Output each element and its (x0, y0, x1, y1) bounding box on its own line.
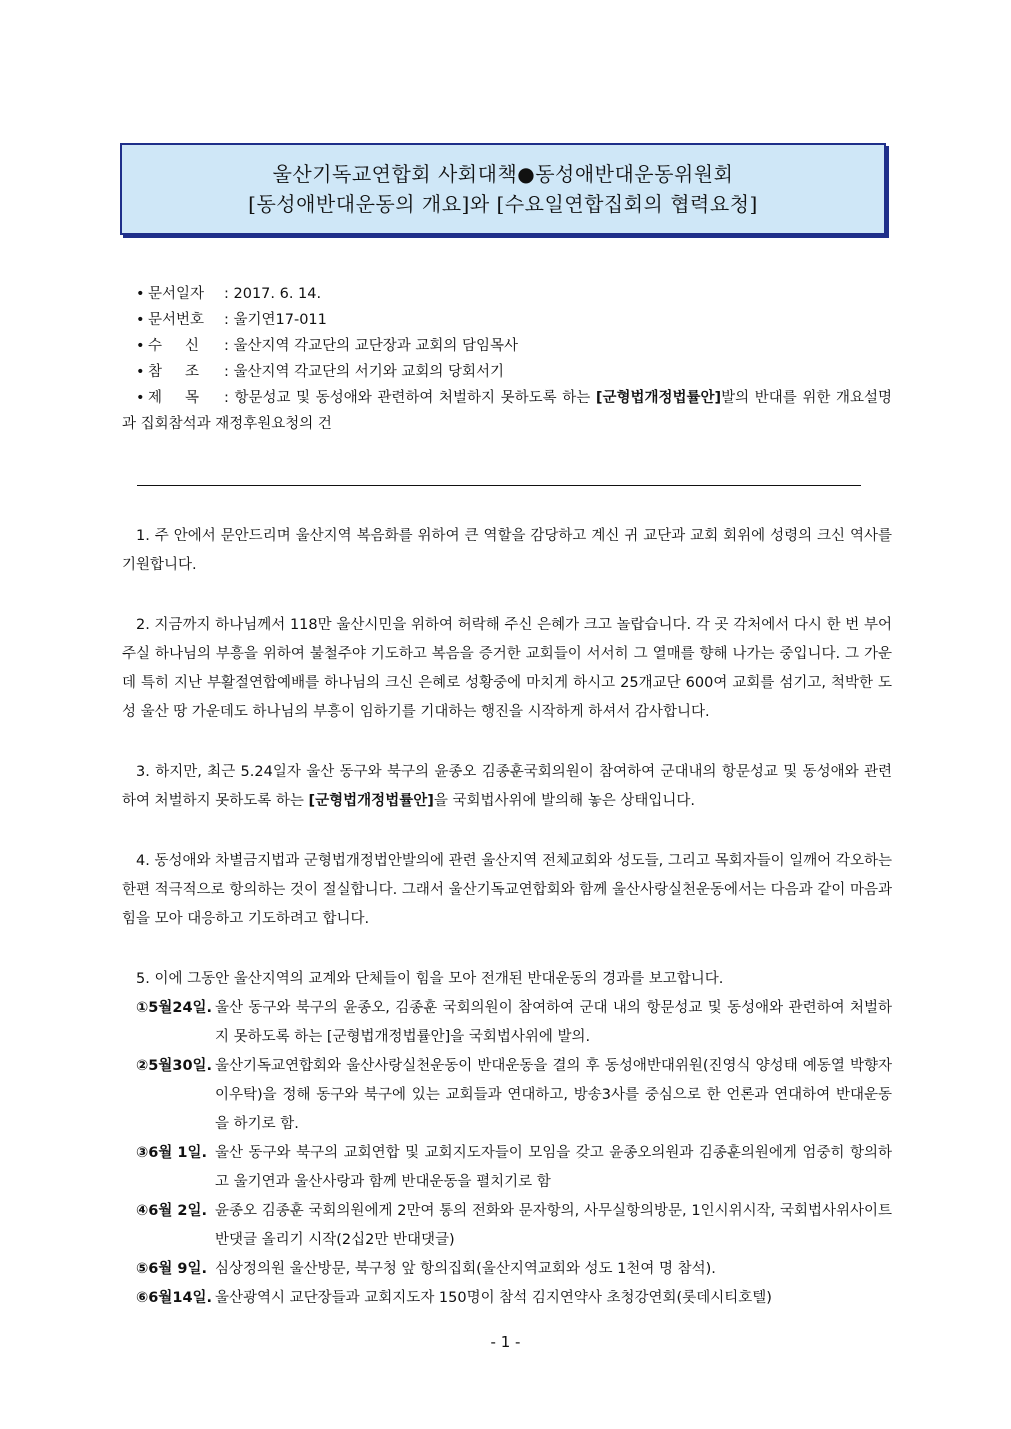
divider (137, 485, 861, 486)
meta-label: 참 조 (148, 364, 200, 380)
timeline-date: ⑤6월 9일. (136, 1261, 208, 1277)
timeline-item-4 (122, 1197, 892, 1255)
title-line-1: 울산기독교연합회 사회대책●동성애반대운동위원회 (272, 162, 734, 186)
bullet-icon: • (136, 390, 145, 406)
paragraph-number: 1. (136, 528, 150, 544)
paragraph-number: 4. (136, 853, 150, 869)
timeline-date: ②5월30일. (136, 1058, 213, 1074)
paragraph-text-rest: 을 국회법사위에 발의해 놓은 상태입니다. (433, 793, 696, 809)
document-body (122, 522, 892, 1313)
paragraph-3 (122, 758, 892, 816)
paragraph-text: 동성애와 차별금지법과 군형법개정법안발의에 관련 울산지역 전체교회와 성도들, 그리고 목회자들이 일깨어 각오하는 한편 적극적으로 항의하는 것이 절실합니다. 그래서 울산기독교연합회와 함께 울산사랑실천운동에서는 다음과 같이 마음과 힘을 모아 대응하고 기도하려고 합니다. (122, 853, 892, 927)
bullet-icon: • (136, 286, 145, 302)
paragraph-text: 주 안에서 문안드리며 울산지역 복음화를 위하여 큰 역할을 감당하고 계신 귀 교단과 교회 회위에 성령의 크신 역사를 기원합니다. (122, 528, 892, 573)
timeline-item-2 (122, 1052, 892, 1139)
meta-item-number (122, 307, 892, 333)
paragraph-5-head (122, 965, 892, 994)
meta-item-subject (122, 385, 892, 437)
meta-value: : 2017. 6. 14. (224, 286, 322, 302)
bullet-icon: • (136, 338, 145, 354)
timeline-date: ①5월24일. (136, 1000, 213, 1016)
meta-value: : 울산지역 각교단의 교단장과 교회의 담임목사 (224, 338, 519, 354)
subject-text: : 항문성교 및 동성애와 관련하여 처벌하지 못하도록 하는 (224, 390, 596, 406)
document-meta (122, 281, 892, 437)
timeline-text: 울산 동구와 북구의 윤종오, 김종훈 국회의원이 참여하여 군대 내의 항문성교 및 동성애와 관련하여 처벌하지 못하도록 하는 [군형법개정법률안]을 국회법사위에 발의. (215, 1000, 892, 1045)
bullet-icon: • (136, 364, 145, 380)
timeline-text: 울산기독교연합회와 울산사랑실천운동이 반대운동을 결의 후 동성애반대위원(진영식 양성태 예동열 박향자 이우탁)을 정해 동구와 북구에 있는 교회들과 연대하고, 방송3사를 중심으로 한 언론과 연대하여 반대운동을 하기로 함. (215, 1058, 892, 1132)
timeline-text: 심상정의원 울산방문, 북구청 앞 항의집회(울산지역교회와 성도 1천여 명 참석). (215, 1261, 716, 1277)
meta-label: 제 목 (148, 390, 200, 406)
timeline-date: ③6월 1일. (136, 1145, 208, 1161)
meta-value: : 울기연17-011 (224, 312, 327, 328)
paragraph-bill-name: [군형법개정법률안] (308, 793, 434, 809)
paragraph-2 (122, 611, 892, 727)
timeline-item-6 (122, 1284, 892, 1313)
paragraph-text: 이에 그동안 울산지역의 교계와 단체들이 힘을 모아 전개된 반대운동의 경과를 보고합니다. (154, 971, 724, 987)
timeline-text: 울산 동구와 북구의 교회연합 및 교회지도자들이 모임을 갖고 윤종오의원과 김종훈의원에게 엄중히 항의하고 울기연과 울산사랑과 함께 반대운동을 펼치기로 함 (215, 1145, 892, 1190)
meta-label: 문서번호 (148, 312, 205, 328)
meta-label: 문서일자 (148, 286, 205, 302)
timeline-date: ④6월 2일. (136, 1203, 208, 1219)
timeline-item-5 (122, 1255, 892, 1284)
paragraph-number: 5. (136, 971, 150, 987)
meta-item-reference (122, 359, 892, 385)
title-box (120, 143, 886, 235)
paragraph-1 (122, 522, 892, 580)
subject-bill-name: [군형법개정법률안] (595, 390, 722, 406)
meta-item-date (122, 281, 892, 307)
bullet-icon: • (136, 312, 145, 328)
page-number: - 1 - (490, 1333, 521, 1351)
timeline-item-3 (122, 1139, 892, 1197)
meta-item-recipient (122, 333, 892, 359)
paragraph-text: 하지만, 최근 5.24일자 울산 동구와 북구의 윤종오 김종훈국회의원이 참여하여 군대내의 항문성교 및 동성애와 관련하여 처벌하지 못하도록 하는 (122, 764, 893, 809)
title-line-2: [동성애반대운동의 개요]와 [수요일연합집회의 협력요청] (248, 192, 758, 216)
paragraph-number: 3. (136, 764, 150, 780)
timeline-text: 울산광역시 교단장들과 교회지도자 150명이 참석 김지연약사 초청강연회(롯데시티호텔) (215, 1290, 772, 1306)
timeline-item-1 (122, 994, 892, 1052)
paragraph-text: 지금까지 하나님께서 118만 울산시민을 위하여 허락해 주신 은혜가 크고 놀랍습니다. 각 곳 각처에서 다시 한 번 부어주실 하나님의 부흥을 위하여 불철주야 기도하고 복음을 증거한 교회들이 서서히 그 열매를 향해 나가는 중입니다. 그 가운데 특히 지난 부활절연합예배를 하나님의 크신 은혜로 성황중에 마치게 하시고 25개교단 600여 교회를 섬기고, 척박한 도성 울산 땅 가운데도 하나님의 부흥이 임하기를 기대하는 행진을 시작하게 하셔서 감사합니다. (122, 617, 893, 720)
paragraph-4 (122, 847, 892, 934)
subject-text-rest: 발의 반대를 위한 개요설명과 집회참석과 재정후원요청의 건 (122, 390, 893, 432)
paragraph-number: 2. (136, 617, 150, 633)
meta-value: : 울산지역 각교단의 서기와 교회의 당회서기 (224, 364, 505, 380)
timeline-text: 윤종오 김종훈 국회의원에게 2만여 통의 전화와 문자항의, 사무실항의방문, 1인시위시작, 국회법사위사이트 반댓글 올리기 시작(2십2만 반대댓글) (215, 1203, 892, 1248)
meta-label: 수 신 (148, 338, 200, 354)
timeline-date: ⑥6월14일. (136, 1290, 213, 1306)
